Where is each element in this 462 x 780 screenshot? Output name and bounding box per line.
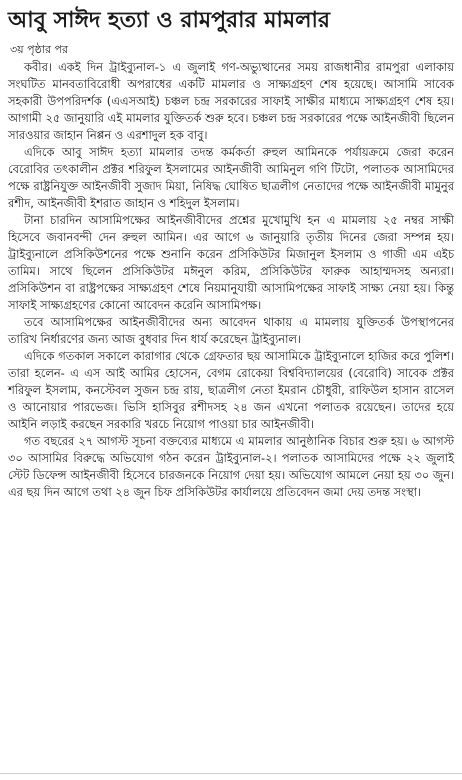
article-paragraph: গত বছরের ২৭ আগস্ট সূচনা বক্তব্যের মাধ্যমে এ মামলার আনুষ্ঠানিক বিচার শুরু হয়। ৬ আগস্ট ৩০ আসামির বিরুদ্ধে অভিযোগ গঠন করেন ট্রাইব্যুনাল-২। পলাতক আসামিদের পক্ষে ২২ জুলাই স্টেট ডিফেন্স আইনজীবী হিসেবে চারজনকে নিয়োগ দেয়া হয়। অভিযোগ আমলে নেয়া হয় ৩০ জুন। এর ছয় দিন আগে তথা ২৪ জুন চিফ প্রসিকিউটর কার্যালয়ে প্রতিবেদন জমা দেয় তদন্ত সংস্থা।: [8, 434, 454, 499]
article-body: [8, 59, 454, 501]
article-paragraph: এদিকে গতকাল সকালে কারাগার থেকে গ্রেফতার ছয় আসামিকে ট্রাইব্যুনালে হাজির করে পুলিশ। তারা হলেন- এ এস আই আমির হোসেন, বেগম রোকেয়া বিশ্ববিদ্যালয়ের (বেরোবি) সাবেক প্রক্টর শরিফুল ইসলাম, কনস্টেবল সুজন চন্দ্র রায়, ছাত্রলীগ নেতা ইমরান চৌধুরী, রাফিউল হাসান রাসেল ও আনোয়ার পারভেজ। ভিসি হাসিবুর রশীদসহ ২৪ জন এখনো পলাতক রয়েছেন। তাদের হয়ে আইনি লড়াই করছেন সরকারি খরচে নিয়োগ পাওয়া চার আইনজীবী।: [8, 349, 454, 431]
article-paragraph: কবীর। একই দিন ট্রাইব্যুনাল-১ এ জুলাই গণ-অভ্যুত্থানের সময় রাজধানীর রামপুরা এলাকায় সংঘটিত মানবতাবিরোধী অপরাধের একটি মামলার ও সাক্ষ্যগ্রহণ শেষ হয়েছে। আসামি সাবেক সহকারী উপপরিদর্শক (এএসআই) চঞ্চল চন্দ্র সরকারের সাফাই সাক্ষীর মাধ্যমে সাক্ষ্যগ্রহণ শেষ হয়। আগামী ২৫ জানুয়ারি এই মামলার যুক্তিতর্ক শুরু হবে। চঞ্চল চন্দ্র সরকারের পক্ষে আইনজীবী ছিলেন সারওয়ার জাহান নিপ্পন ও এরশাদুল হক বাবু।: [8, 60, 454, 142]
article-paragraph: টানা চারদিন আসামিপক্ষের আইনজীবীদের প্রশ্নের মুখোমুখি হন এ মামলায় ২৫ নম্বর সাক্ষী হিসেবে জবানবন্দী দেন রুহুল আমিন। এর আগে ৬ জানুয়ারি তৃতীয় দিনের জেরা সম্পন্ন হয়। ট্রাইব্যুনালে প্রসিকিউশনের পক্ষে শুনানি করেন প্রসিকিউটর মিজানুল ইসলাম ও গাজী এম এইচ তামিম। সাথে ছিলেন প্রসিকিউটর মঈনুল করিম, প্রসিকিউটর ফারুক আহাম্মদসহ অন্যরা। প্রসিকিউশন বা রাষ্ট্রপক্ষের সাক্ষ্যগ্রহণ শেষে নিয়মানুযায়ী আসামিপক্ষের সাফাই সাক্ষ্য নেয়া হয়। কিন্তু সাফাই সাক্ষ্যগ্রহণের কোনো আবেদন করেনি আসামিপক্ষ।: [8, 213, 454, 312]
page-bottom-edge: [0, 773, 462, 780]
article-headline: আবু সাঈদ হত্যা ও রামপুরার মামলার: [8, 8, 330, 33]
article-paragraph: এদিকে আবু সাঈদ হত্যা মামলার তদন্ত কর্মকর্তা রুহুল আমিনকে পর্যায়ক্রমে জেরা করেন বেরোবির তৎকালীন প্রক্টর শরিফুল ইসলামের আইনজীবী আমিনুল গণি টিটো, পলাতক আসামিদের পক্ষে রাষ্ট্রনিযুক্ত আইনজীবী সুজাদ মিয়া, নিষিদ্ধ ঘোষিত ছাত্রলীগ নেতাদের পক্ষে আইনজীবী মামুনুর রশীদ, আইনজীবী ইশরাত জাহান ও শহিদুল ইসলাম।: [8, 145, 454, 210]
continued-from-label: ৩য় পৃষ্ঠার পর: [10, 43, 69, 56]
article-paragraph: তবে আসামিপক্ষের আইনজীবীদের অন্য আবেদন থাকায় এ মামলায় যুক্তিতর্ক উপস্থাপনের তারিখ নির্ধারণের জন্য আজ বুধবার দিন ধার্য করেছেন ট্রাইব্যুনাল।: [8, 315, 454, 346]
